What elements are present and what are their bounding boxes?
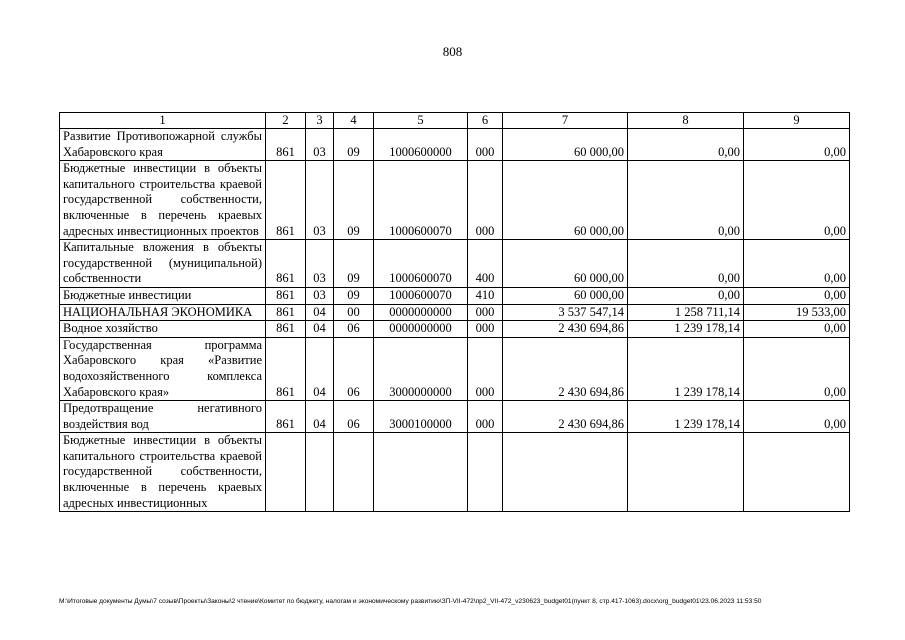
- header-cell: 4: [334, 113, 374, 129]
- cell-subsection: 06: [334, 337, 374, 400]
- cell-subsection: 09: [334, 287, 374, 304]
- header-cell: 1: [60, 113, 266, 129]
- cell-v3: [744, 433, 850, 512]
- cell-target: 0000000000: [374, 321, 468, 338]
- table-row: [60, 129, 850, 161]
- cell-type: [468, 433, 503, 512]
- header-cell: 8: [628, 113, 744, 129]
- cell-v3: 0,00: [744, 161, 850, 240]
- header-cell: 6: [468, 113, 503, 129]
- cell-subsection: 09: [334, 161, 374, 240]
- cell-v2: 0,00: [628, 161, 744, 240]
- cell-target: 0000000000: [374, 304, 468, 321]
- cell-v3: 0,00: [744, 337, 850, 400]
- cell-v3: 19 533,00: [744, 304, 850, 321]
- cell-code: 861: [266, 401, 306, 433]
- cell-section: 03: [306, 161, 334, 240]
- cell-target: 1000600070: [374, 161, 468, 240]
- cell-v1: 60 000,00: [503, 161, 628, 240]
- cell-type: 000: [468, 321, 503, 338]
- cell-code: 861: [266, 287, 306, 304]
- cell-code: 861: [266, 240, 306, 288]
- cell-section: 04: [306, 321, 334, 338]
- cell-section: 04: [306, 304, 334, 321]
- header-cell: 5: [374, 113, 468, 129]
- cell-subsection: 09: [334, 240, 374, 288]
- cell-name: Предотвращение негативного воздействия вод: [60, 401, 266, 433]
- cell-name: Водное хозяйство: [60, 321, 266, 338]
- cell-v2: 1 258 711,14: [628, 304, 744, 321]
- cell-v1: 60 000,00: [503, 287, 628, 304]
- table-row: [60, 304, 850, 321]
- cell-name: Государственная программа Хабаровского края «Развитие водохозяйственного комплекса Хабаровского края»: [60, 337, 266, 400]
- cell-section: 03: [306, 287, 334, 304]
- cell-v2: 1 239 178,14: [628, 401, 744, 433]
- cell-target: 1000600000: [374, 129, 468, 161]
- table-row: [60, 433, 850, 512]
- table-row: [60, 287, 850, 304]
- cell-section: [306, 433, 334, 512]
- cell-name: НАЦИОНАЛЬНАЯ ЭКОНОМИКА: [60, 304, 266, 321]
- cell-name: Бюджетные инвестиции в объекты капитального строительства краевой государственной собственности, включенные в перечень краевых адресных инвестиционных: [60, 433, 266, 512]
- cell-code: 861: [266, 321, 306, 338]
- cell-section: 04: [306, 337, 334, 400]
- header-cell: 9: [744, 113, 850, 129]
- table-row: [60, 161, 850, 240]
- cell-v2: 0,00: [628, 287, 744, 304]
- cell-type: 000: [468, 161, 503, 240]
- table-header-row: [60, 113, 850, 129]
- cell-type: 000: [468, 337, 503, 400]
- cell-subsection: 06: [334, 321, 374, 338]
- cell-target: [374, 433, 468, 512]
- cell-v1: 60 000,00: [503, 129, 628, 161]
- cell-v3: 0,00: [744, 321, 850, 338]
- cell-v2: 1 239 178,14: [628, 337, 744, 400]
- table-row: [60, 240, 850, 288]
- cell-type: 000: [468, 129, 503, 161]
- cell-v3: 0,00: [744, 240, 850, 288]
- cell-v2: [628, 433, 744, 512]
- cell-v1: 2 430 694,86: [503, 337, 628, 400]
- cell-v1: 60 000,00: [503, 240, 628, 288]
- cell-section: 03: [306, 240, 334, 288]
- cell-type: 400: [468, 240, 503, 288]
- cell-v2: 0,00: [628, 129, 744, 161]
- table-row: [60, 401, 850, 433]
- cell-type: 000: [468, 401, 503, 433]
- budget-table: [59, 112, 850, 512]
- cell-v3: 0,00: [744, 129, 850, 161]
- cell-target: 3000000000: [374, 337, 468, 400]
- cell-v1: [503, 433, 628, 512]
- cell-type: 000: [468, 304, 503, 321]
- cell-v3: 0,00: [744, 401, 850, 433]
- page-number: 808: [442, 44, 463, 59]
- header-cell: 3: [306, 113, 334, 129]
- cell-code: 861: [266, 337, 306, 400]
- cell-type: 410: [468, 287, 503, 304]
- table-row: [60, 337, 850, 400]
- cell-code: 861: [266, 161, 306, 240]
- cell-code: 861: [266, 304, 306, 321]
- table-row: [60, 321, 850, 338]
- cell-v2: 1 239 178,14: [628, 321, 744, 338]
- cell-subsection: [334, 433, 374, 512]
- cell-section: 03: [306, 129, 334, 161]
- cell-v2: 0,00: [628, 240, 744, 288]
- cell-target: 1000600070: [374, 240, 468, 288]
- cell-code: 861: [266, 129, 306, 161]
- cell-target: 3000100000: [374, 401, 468, 433]
- cell-v1: 3 537 547,14: [503, 304, 628, 321]
- cell-name: Бюджетные инвестиции в объекты капитального строительства краевой государственной собственности, включенные в перечень краевых адресных инвестиционных проектов: [60, 161, 266, 240]
- header-cell: 7: [503, 113, 628, 129]
- cell-name: Развитие Противопожарной службы Хабаровского края: [60, 129, 266, 161]
- document-path-footer: M:\Итоговые документы Думы\7 созыв\Проекты\Законы\2 чтение\Комитет по бюджету, налогам и экономическому развитию\ЗП-VII-472\пр2_VII-472_v230623_budget01(пункт 8, стр.417-1063).docx\org_budget01\23.06.2023 11:53:50: [59, 598, 762, 605]
- cell-subsection: 09: [334, 129, 374, 161]
- cell-v3: 0,00: [744, 287, 850, 304]
- cell-subsection: 06: [334, 401, 374, 433]
- cell-name: Бюджетные инвестиции: [60, 287, 266, 304]
- cell-section: 04: [306, 401, 334, 433]
- cell-target: 1000600070: [374, 287, 468, 304]
- cell-subsection: 00: [334, 304, 374, 321]
- header-cell: 2: [266, 113, 306, 129]
- cell-name: Капитальные вложения в объекты государственной (муниципальной) собственности: [60, 240, 266, 288]
- cell-v1: 2 430 694,86: [503, 401, 628, 433]
- cell-code: [266, 433, 306, 512]
- cell-v1: 2 430 694,86: [503, 321, 628, 338]
